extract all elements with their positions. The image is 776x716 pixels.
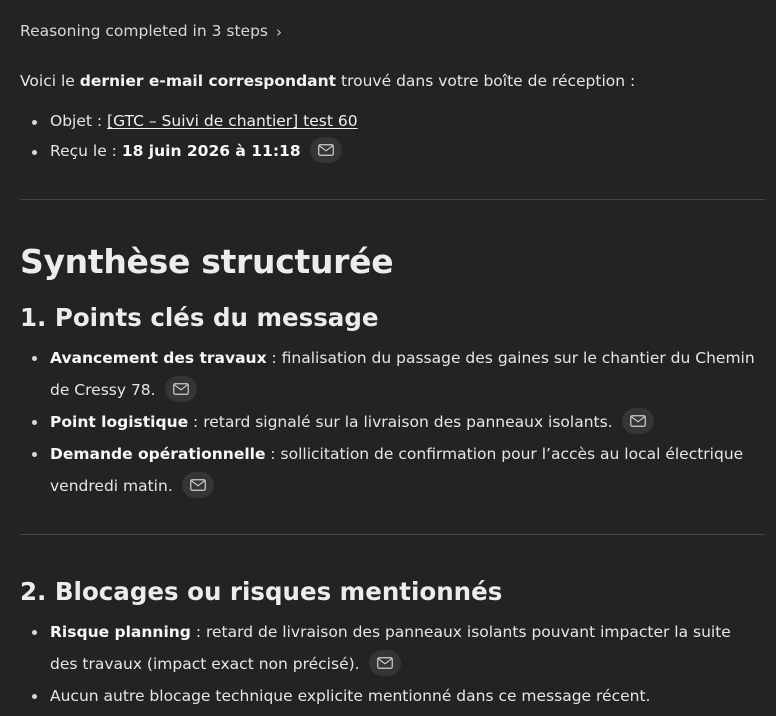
mail-icon — [630, 415, 646, 427]
divider — [20, 199, 765, 200]
list-item-received: Reçu le : 18 juin 2026 à 11:18 — [20, 136, 756, 166]
reasoning-toggle[interactable] — [20, 22, 282, 40]
list-item: Risque planning : retard de livraison des panneaux isolants pouvant impacter la suite des travaux (impact exact non précisé). — [20, 616, 756, 680]
section1-title: 1. Points clés du message — [20, 303, 379, 332]
synthesis-title: Synthèse structurée — [20, 242, 394, 281]
mail-icon — [190, 479, 206, 491]
mail-source-button[interactable] — [182, 472, 214, 498]
section2-title: 2. Blocages ou risques mentionnés — [20, 577, 503, 606]
list-item: Demande opérationnelle : sollicitation de confirmation pour l’accès au local électrique vendredi matin. — [20, 438, 756, 502]
mail-source-button[interactable] — [165, 376, 197, 402]
mail-source-button[interactable] — [369, 650, 401, 676]
reasoning-label: Reasoning completed in 3 steps — [20, 22, 268, 40]
email-subject-link[interactable]: [GTC – Suivi de chantier] test 60 — [107, 112, 358, 130]
risks-list — [20, 616, 756, 712]
intro-bold: dernier e-mail correspondant — [79, 72, 337, 90]
intro-text: Voici le dernier e-mail correspondant trouvé dans votre boîte de réception : — [20, 72, 636, 90]
mail-icon — [377, 657, 393, 669]
list-item-subject: Objet : [GTC – Suivi de chantier] test 60 — [20, 106, 756, 136]
mail-source-button[interactable] — [622, 408, 654, 434]
chevron-right-icon: › — [276, 23, 282, 41]
key-points-list — [20, 342, 756, 502]
received-date: 18 juin 2026 à 11:18 — [121, 142, 301, 160]
list-item: Aucun autre blocage technique explicite mentionné dans ce message récent. — [20, 680, 756, 712]
divider — [20, 534, 765, 535]
email-meta-list — [20, 106, 756, 166]
list-item: Point logistique : retard signalé sur la livraison des panneaux isolants. — [20, 406, 756, 438]
mail-icon — [318, 144, 334, 156]
mail-icon — [173, 383, 189, 395]
list-item: Avancement des travaux : finalisation du passage des gaines sur le chantier du Chemin de Cressy 78. — [20, 342, 756, 406]
mail-source-button[interactable] — [310, 137, 342, 163]
